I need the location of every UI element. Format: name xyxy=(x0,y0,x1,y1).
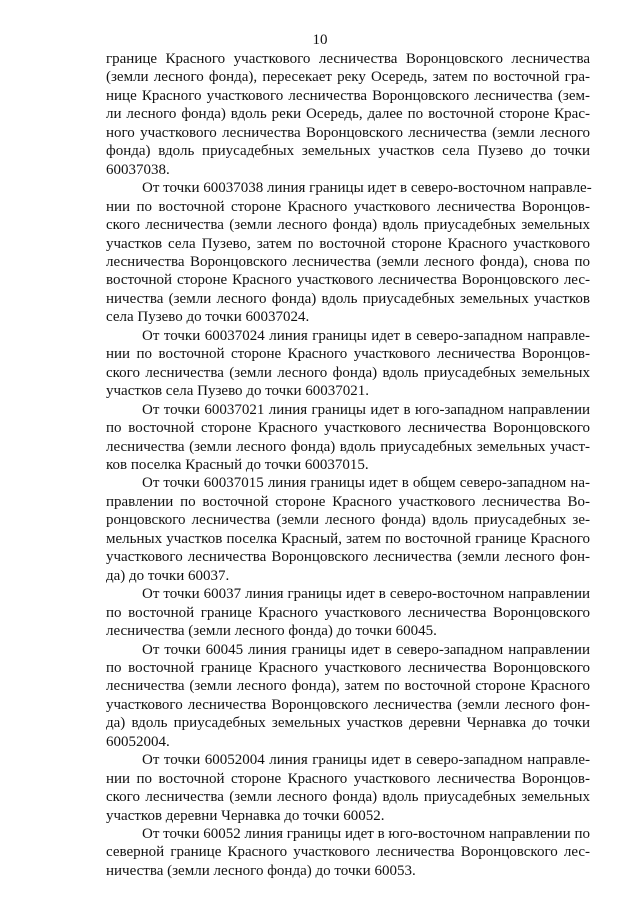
text-line: нице Красного участкового лесничества Воронцовского лесничества (зем- xyxy=(106,87,590,104)
text-line: ков поселка Красный до точки 60037015. xyxy=(106,456,369,473)
paragraph xyxy=(106,825,590,880)
page-number: 10 xyxy=(312,32,328,48)
text-line: фонда) вдоль приусадебных земельных участков села Пузево до точки xyxy=(106,143,590,160)
text-line: 60052004. xyxy=(106,733,170,750)
text-line: От точки 60037038 линия границы идет в северо-восточном направле- xyxy=(142,180,592,197)
text-line: по восточной границе Красного участкового лесничества Воронцовского xyxy=(106,659,590,676)
text-line: участков деревни Чернавка до точки 60052. xyxy=(106,807,385,824)
text-line: От точки 60037015 линия границы идет в общем северо-западном на- xyxy=(142,475,590,492)
text-line: участкового лесничества Воронцовского лесничества (земли лесного фон- xyxy=(106,549,590,566)
text-line: северной границе Красного участкового лесничества Воронцовского лес- xyxy=(106,844,590,861)
text-line: участков села Пузево до точки 60037021. xyxy=(106,383,370,400)
text-line: ного участкового лесничества Воронцовского лесничества (земли лесного xyxy=(106,124,590,141)
text-line: От точки 60037 линия границы идет в северо-восточном направлении xyxy=(142,586,590,603)
text-line: по восточной стороне Красного участкового лесничества Воронцовского xyxy=(106,420,590,437)
paragraph xyxy=(106,641,590,752)
text-line: От точки 60037024 линия границы идет в северо-западном направле- xyxy=(142,327,590,344)
text-line: да) вдоль приусадебных земельных участков деревни Чернавка до точки xyxy=(106,715,590,732)
text-line: участков села Пузево, затем по восточной стороне Красного участкового xyxy=(106,235,590,252)
paragraph xyxy=(106,327,590,401)
text-line: лесничества (земли лесного фонда), затем по восточной стороне Красного xyxy=(106,678,590,695)
text-line: От точки 60052 линия границы идет в юго-восточном направлении по xyxy=(142,826,590,843)
text-line: правлении по восточной стороне Красного участкового лесничества Во- xyxy=(106,493,590,510)
text-line: да) до точки 60037. xyxy=(106,567,230,584)
paragraph xyxy=(106,50,590,179)
text-line: ничества (земли лесного фонда) до точки 60053. xyxy=(106,862,416,879)
text-line: 60037038. xyxy=(106,161,170,178)
paragraph xyxy=(106,401,590,475)
text-line: От точки 60045 линия границы идет в северо-западном направлении xyxy=(142,641,590,658)
text-line: нии по восточной стороне Красного участкового лесничества Воронцов- xyxy=(106,770,590,787)
paragraph xyxy=(106,751,590,825)
text-line: ничества (земли лесного фонда) вдоль приусадебных земельных участков xyxy=(106,290,590,307)
text-line: села Пузево до точки 60037024. xyxy=(106,309,310,326)
text-line: ронцовского лесничества (земли лесного фонда) вдоль приусадебных зе- xyxy=(106,512,590,529)
text-line: по восточной границе Красного участкового лесничества Воронцовского xyxy=(106,604,590,621)
paragraph xyxy=(106,474,590,585)
text-line: ского лесничества (земли лесного фонда) вдоль приусадебных земельных xyxy=(106,789,590,806)
text-line: лесничества Воронцовского лесничества (земли лесного фонда), снова по xyxy=(106,253,590,270)
text-line: лесничества (земли лесного фонда) до точки 60045. xyxy=(106,623,437,640)
text-line: лесничества (земли лесного фонда) вдоль приусадебных земельных участ- xyxy=(106,438,590,455)
text-line: От точки 60037021 линия границы идет в юго-западном направлении xyxy=(142,401,590,418)
paragraph xyxy=(106,585,590,640)
text-line: восточной стороне Красного участкового лесничества Воронцовского лес- xyxy=(106,272,590,289)
paragraph xyxy=(106,179,590,327)
text-line: От точки 60052004 линия границы идет в северо-западном направле- xyxy=(142,752,590,769)
text-line: ского лесничества (земли лесного фонда) вдоль приусадебных земельных xyxy=(106,217,590,234)
document-body xyxy=(106,50,590,880)
text-line: ли лесного фонда) вдоль реки Осередь, далее по восточной стороне Крас- xyxy=(106,106,590,123)
text-line: ского лесничества (земли лесного фонда) вдоль приусадебных земельных xyxy=(106,364,590,381)
text-line: мельных участков поселка Красный, затем по восточной границе Красного xyxy=(106,530,590,547)
text-line: нии по восточной стороне Красного участкового лесничества Воронцов- xyxy=(106,346,590,363)
text-line: нии по восточной стороне Красного участкового лесничества Воронцов- xyxy=(106,198,590,215)
text-line: границе Красного участкового лесничества Воронцовского лесничества xyxy=(106,51,590,67)
text-line: участкового лесничества Воронцовского лесничества (земли лесного фон- xyxy=(106,696,590,713)
text-line: (земли лесного фонда), пересекает реку Осередь, затем по восточной гра- xyxy=(106,69,590,86)
